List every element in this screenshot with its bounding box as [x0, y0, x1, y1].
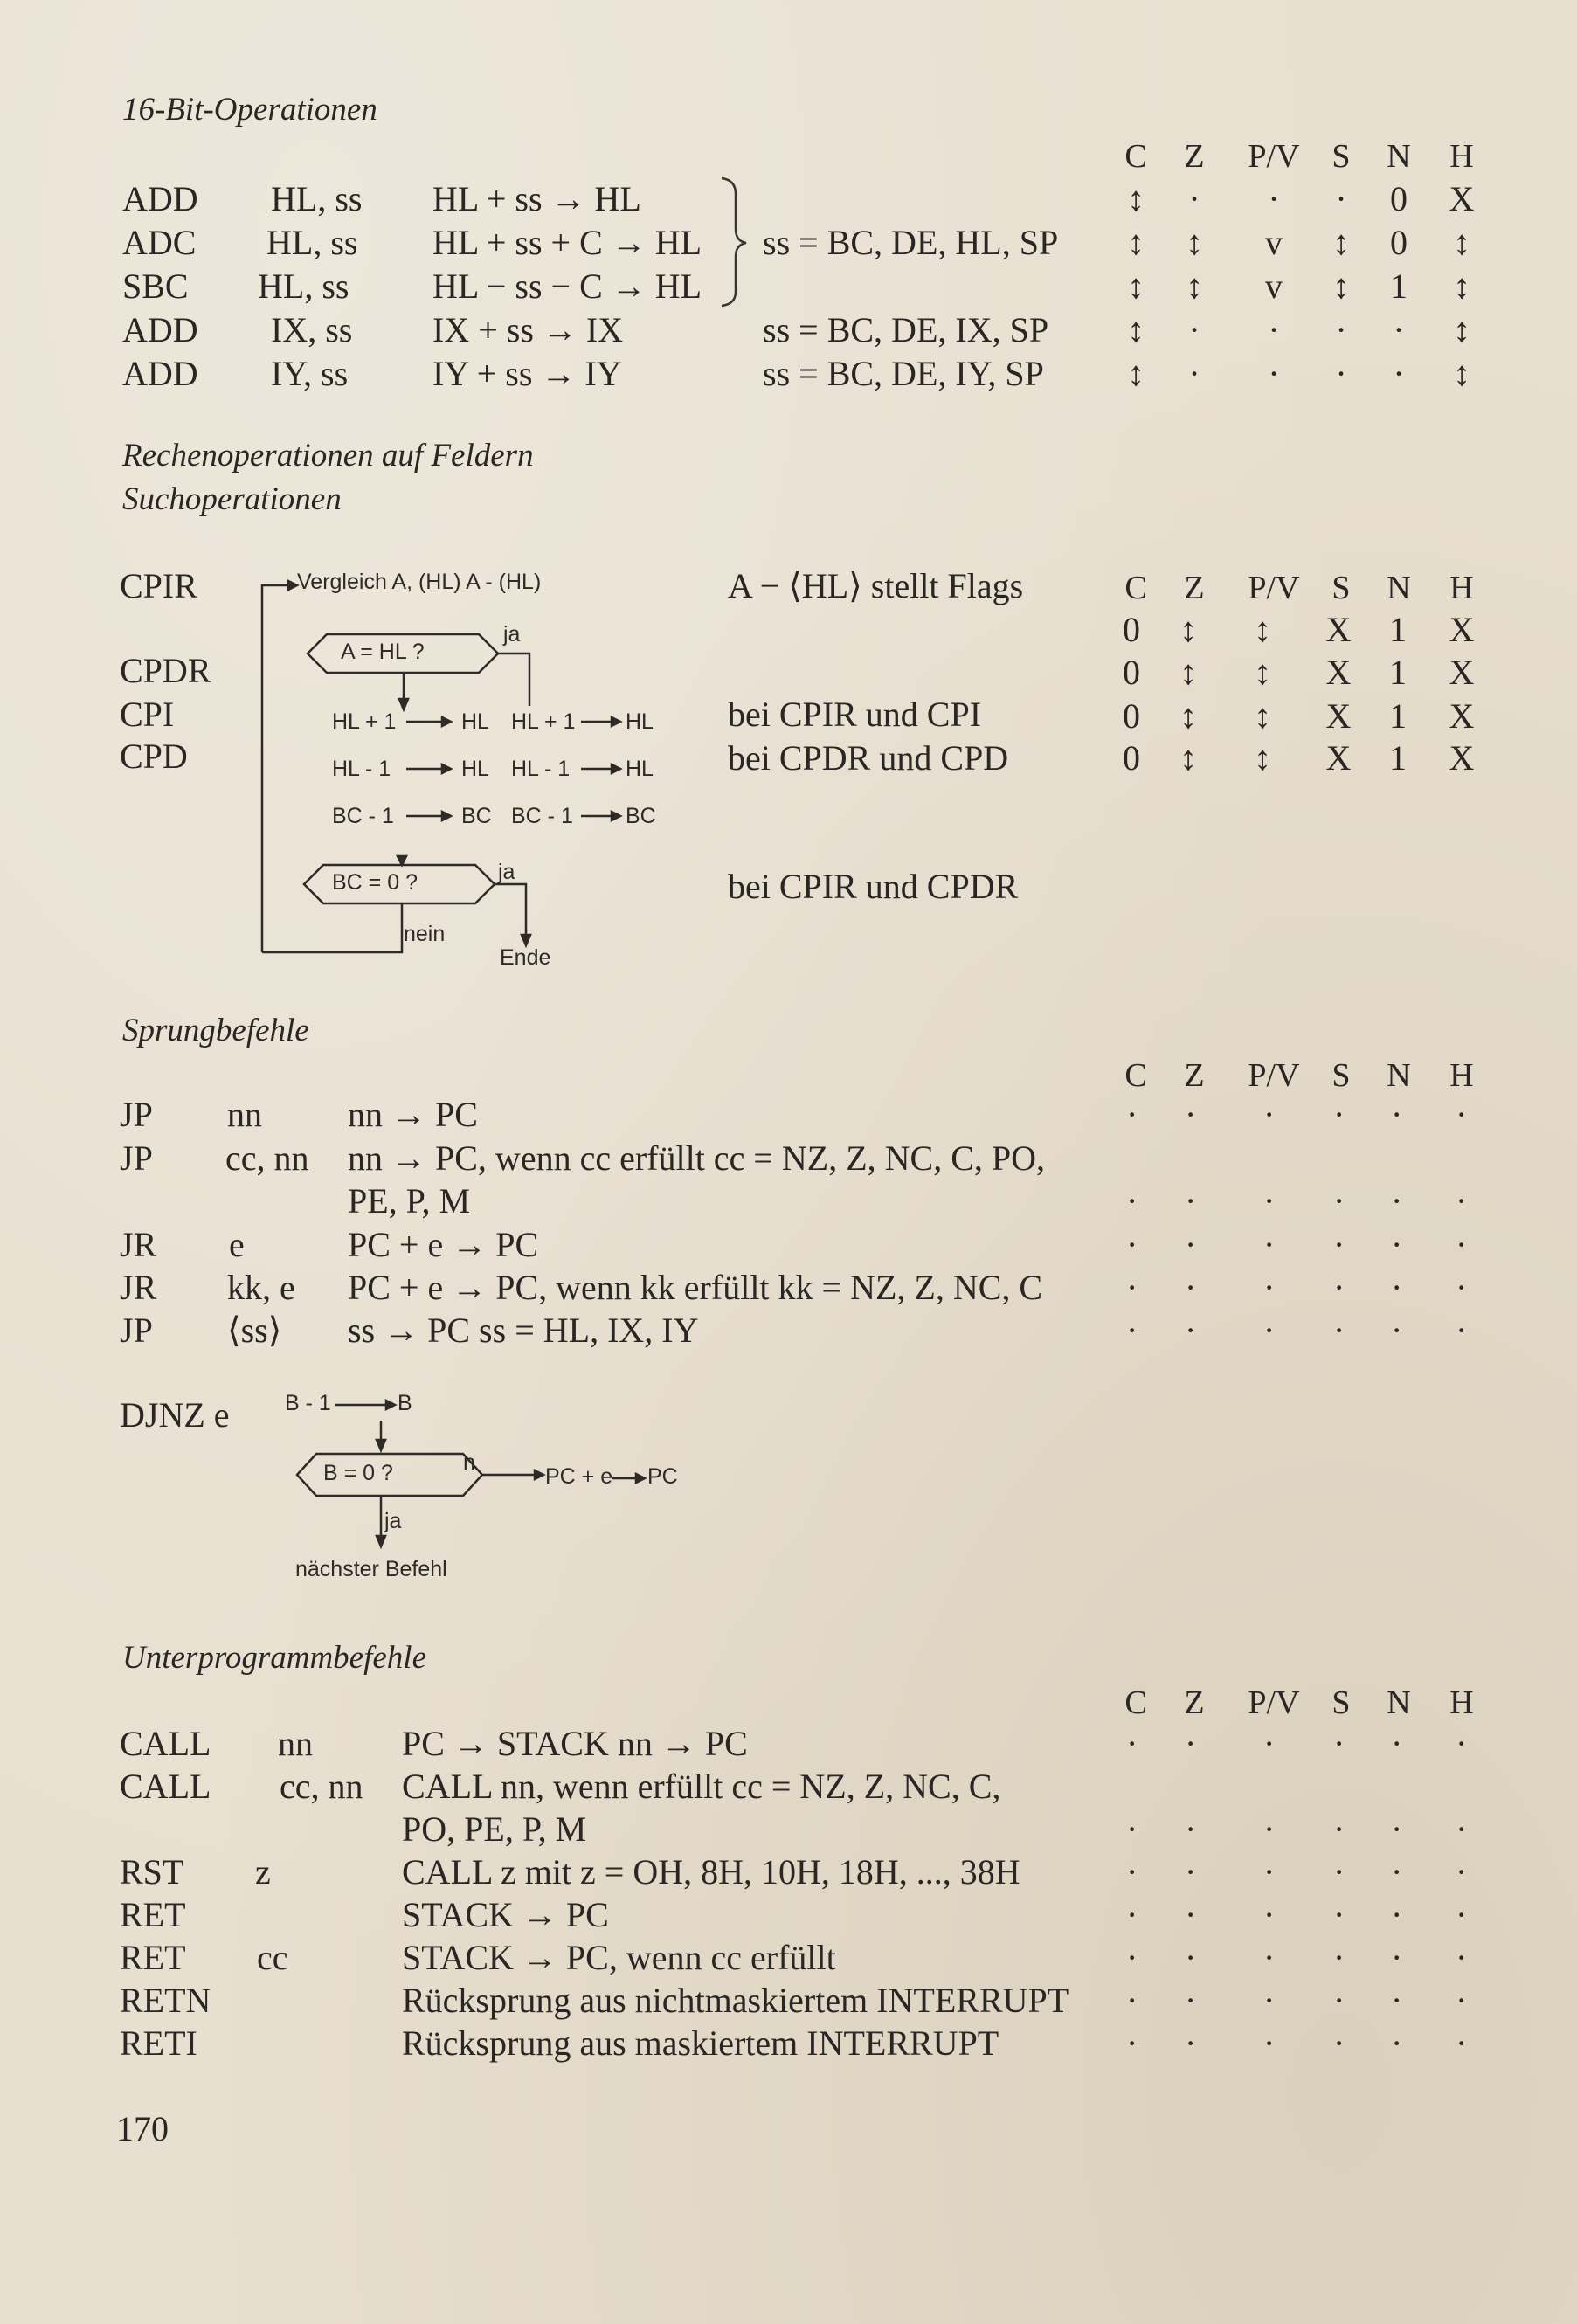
flag-dot: · — [1263, 1268, 1276, 1307]
flag-header-s: S — [1331, 570, 1351, 606]
flag-dot: · — [1391, 1311, 1403, 1350]
flag-dot: · — [1333, 1181, 1345, 1221]
flag-header-c: C — [1124, 1057, 1147, 1094]
note-cpir-cpdr: bei CPIR und CPDR — [728, 867, 1019, 906]
flag-z: ↕ — [1186, 266, 1203, 306]
description: CALL nn, wenn erfüllt cc = NZ, Z, NC, C, — [402, 1767, 1001, 1806]
flag-n: 1 — [1389, 653, 1407, 692]
djnz-question: B = 0 ? — [323, 1461, 393, 1485]
flag-header-h: H — [1449, 138, 1474, 175]
flow-arrowhead — [399, 699, 408, 709]
flag-dot: · — [1391, 1938, 1403, 1977]
flag-header-s: S — [1331, 1684, 1351, 1721]
flag-dot: · — [1126, 1225, 1138, 1264]
flag-dot: · — [1263, 1181, 1276, 1221]
flag-header-h: H — [1449, 570, 1474, 606]
flag-dot: · — [1456, 1181, 1468, 1221]
description: HL − ss − C → HL — [432, 266, 702, 306]
operand: nn — [278, 1724, 313, 1763]
flag-s: · — [1335, 354, 1347, 393]
flag-dot: · — [1126, 1895, 1138, 1934]
flag-h: X — [1449, 738, 1475, 778]
flag-header-c: C — [1124, 1684, 1147, 1721]
flag-header-z: Z — [1184, 570, 1205, 606]
flag-c: ↕ — [1127, 179, 1145, 218]
flag-z: ↕ — [1179, 610, 1197, 649]
flag-dot: · — [1456, 1311, 1468, 1350]
note-flags: A − ⟨HL⟩ stellt Flags — [728, 566, 1024, 605]
description: IX + ss → IX — [432, 310, 624, 349]
flag-dot: · — [1185, 1938, 1197, 1977]
description: PC → STACK nn → PC — [402, 1724, 748, 1763]
flag-pv: · — [1268, 354, 1280, 393]
flag-z: ↕ — [1179, 653, 1197, 692]
flag-pv: ↕ — [1254, 738, 1271, 778]
flag-c: 0 — [1123, 610, 1140, 649]
flag-pv: · — [1268, 179, 1280, 218]
flag-n: 0 — [1390, 179, 1408, 218]
flow-hl-right-target: HL — [626, 757, 654, 781]
operand: nn — [227, 1095, 262, 1134]
flow-hl-inc-right: HL + 1 — [511, 709, 576, 734]
flow-hl-right-target: HL — [626, 709, 654, 734]
flag-dot: · — [1263, 1895, 1276, 1934]
description: HL + ss + C → HL — [432, 223, 702, 262]
flag-dot: · — [1263, 1724, 1276, 1763]
mnemonic: RET — [120, 1938, 186, 1977]
flag-dot: · — [1126, 1095, 1138, 1134]
flag-dot: · — [1185, 1268, 1197, 1307]
description: PC + e → PC — [348, 1225, 539, 1264]
flag-c: 0 — [1123, 696, 1140, 736]
flag-dot: · — [1333, 1852, 1345, 1892]
flow-question-1: A = HL ? — [341, 640, 425, 664]
flow-arrowhead — [288, 581, 297, 590]
flag-s: X — [1325, 696, 1352, 736]
flag-h: ↕ — [1453, 223, 1470, 262]
flow-ja-1: ja — [503, 622, 521, 647]
mnemonic: JP — [120, 1095, 153, 1134]
flag-z: ↕ — [1179, 738, 1197, 778]
flag-dot: · — [1391, 2023, 1403, 2063]
flag-header-n: N — [1387, 1684, 1411, 1721]
ss-note-iy: ss = BC, DE, IY, SP — [763, 354, 1044, 393]
flag-c: ↕ — [1127, 223, 1145, 262]
flag-dot: · — [1185, 1095, 1197, 1134]
flag-dot: · — [1391, 1981, 1403, 2020]
flag-dot: · — [1456, 1981, 1468, 2020]
flag-dot: · — [1391, 1809, 1403, 1849]
flag-dot: · — [1456, 1268, 1468, 1307]
flag-dot: · — [1263, 1311, 1276, 1350]
djnz-n: n — [463, 1450, 475, 1475]
flag-dot: · — [1456, 1852, 1468, 1892]
flag-header-c: C — [1124, 570, 1147, 606]
flag-pv: v — [1265, 223, 1283, 262]
flag-n: · — [1393, 310, 1405, 349]
mnemonic: JR — [120, 1225, 157, 1264]
flag-dot: · — [1333, 1095, 1345, 1134]
description: HL + ss → HL — [432, 179, 641, 218]
flow-hl-left-target: HL — [461, 757, 489, 781]
ss-note-group: ss = BC, DE, HL, SP — [763, 223, 1059, 262]
flow-decision-2 — [304, 865, 495, 903]
description: Rücksprung aus maskiertem INTERRUPT — [402, 2023, 999, 2063]
mnemonic: SBC — [122, 266, 189, 306]
description: PO, PE, P, M — [402, 1809, 587, 1849]
flag-n: 1 — [1390, 266, 1408, 306]
flag-dot: · — [1126, 1852, 1138, 1892]
flag-dot: · — [1391, 1181, 1403, 1221]
flag-dot: · — [1185, 1181, 1197, 1221]
operand: IY, ss — [271, 354, 349, 393]
flag-dot: · — [1333, 2023, 1345, 2063]
flag-h: X — [1449, 179, 1475, 218]
mnemonic: ADC — [122, 223, 197, 262]
flag-dot: · — [1333, 1895, 1345, 1934]
flow-hl-dec-left: HL - 1 — [332, 757, 391, 781]
flow-ende: Ende — [500, 945, 551, 970]
flag-dot: · — [1126, 1981, 1138, 2020]
flag-s: ↕ — [1332, 266, 1350, 306]
section-heading-16bit: 16-Bit-Operationen — [122, 92, 377, 128]
flag-h: ↕ — [1453, 310, 1470, 349]
section-heading-jumps: Sprungbefehle — [122, 1013, 309, 1048]
flag-s: X — [1325, 738, 1352, 778]
description: Rücksprung aus nichtmaskiertem INTERRUPT — [402, 1981, 1069, 2020]
flag-dot: · — [1185, 1724, 1197, 1763]
flag-dot: · — [1126, 1938, 1138, 1977]
operand: HL, ss — [258, 266, 349, 306]
flag-z: · — [1188, 310, 1200, 349]
operand: ⟨ss⟩ — [227, 1311, 282, 1350]
flag-dot: · — [1185, 1809, 1197, 1849]
mnemonic: ADD — [122, 310, 198, 349]
flag-header-h: H — [1449, 1057, 1474, 1094]
flag-s: · — [1335, 179, 1347, 218]
note-cpdr-cpd: bei CPDR und CPD — [728, 738, 1009, 778]
flag-dot: · — [1456, 1809, 1468, 1849]
flow-bc-left-target: BC — [461, 804, 492, 828]
flag-dot: · — [1126, 1311, 1138, 1350]
flag-dot: · — [1333, 1938, 1345, 1977]
operand: cc, nn — [225, 1138, 309, 1178]
flag-header-s: S — [1331, 1057, 1351, 1094]
flag-pv: ↕ — [1254, 653, 1271, 692]
flag-dot: · — [1456, 1225, 1468, 1264]
flag-dot: · — [1185, 1895, 1197, 1934]
flag-dot: · — [1185, 2023, 1197, 2063]
flag-dot: · — [1263, 1981, 1276, 2020]
operand: IX, ss — [271, 310, 353, 349]
description: STACK → PC, wenn cc erfüllt — [402, 1938, 836, 1977]
flag-dot: · — [1263, 1809, 1276, 1849]
flag-dot: · — [1333, 1724, 1345, 1763]
flag-dot: · — [1391, 1225, 1403, 1264]
flag-header-h: H — [1449, 1684, 1474, 1721]
flag-c: ↕ — [1127, 354, 1145, 393]
mnemonic: RET — [120, 1895, 186, 1934]
flag-n: 1 — [1389, 738, 1407, 778]
mnemonic: JP — [120, 1311, 153, 1350]
flow-hl-inc-left: HL + 1 — [332, 709, 397, 734]
mnemonic: CALL — [120, 1724, 211, 1763]
flag-header-pv: P/V — [1248, 138, 1300, 175]
djnz-ja: ja — [384, 1509, 402, 1533]
flag-header-z: Z — [1184, 1684, 1205, 1721]
flag-header-pv: P/V — [1248, 1684, 1300, 1721]
djnz-pc-e: PC + e — [545, 1464, 613, 1489]
flag-header-z: Z — [1184, 138, 1205, 175]
flag-h: ↕ — [1453, 266, 1470, 306]
description: nn → PC, wenn cc erfüllt cc = NZ, Z, NC, C, PO, — [348, 1138, 1046, 1178]
flag-dot: · — [1263, 1095, 1276, 1134]
flag-dot: · — [1263, 1852, 1276, 1892]
flag-dot: · — [1391, 1095, 1403, 1134]
flag-z: ↕ — [1179, 696, 1197, 736]
flow-question-2: BC = 0 ? — [332, 870, 418, 895]
flag-h: X — [1449, 696, 1475, 736]
mnemonic: ADD — [122, 354, 198, 393]
flow-bc-right-target: BC — [626, 804, 656, 828]
flag-dot: · — [1126, 1809, 1138, 1849]
operand: e — [229, 1225, 245, 1264]
flag-pv: · — [1268, 310, 1280, 349]
ss-note-ix: ss = BC, DE, IX, SP — [763, 310, 1049, 349]
flow-decision-1 — [308, 634, 498, 673]
flag-pv: ↕ — [1254, 696, 1271, 736]
section-heading-subroutines: Unterprogrammbefehle — [122, 1640, 427, 1676]
flag-h: X — [1449, 610, 1475, 649]
brace — [722, 178, 746, 306]
flow-nein-line — [262, 903, 402, 952]
mnemonic-cpd: CPD — [120, 737, 188, 776]
flag-dot: · — [1391, 1895, 1403, 1934]
description: STACK → PC — [402, 1895, 609, 1934]
flag-header-n: N — [1387, 138, 1411, 175]
mnemonic: CALL — [120, 1767, 211, 1806]
flag-c: 0 — [1123, 653, 1140, 692]
flag-pv: v — [1265, 266, 1283, 306]
section-heading-fields: Rechenoperationen auf Feldern — [122, 438, 534, 474]
operand: HL, ss — [271, 179, 363, 218]
flag-c: 0 — [1123, 738, 1140, 778]
mnemonic: RETN — [120, 1981, 211, 2020]
flag-dot: · — [1391, 1724, 1403, 1763]
flag-header-z: Z — [1184, 1057, 1205, 1094]
flag-n: 1 — [1389, 696, 1407, 736]
operand: HL, ss — [266, 223, 358, 262]
flag-n: 0 — [1390, 223, 1408, 262]
flag-dot: · — [1333, 1311, 1345, 1350]
mnemonic-cpir: CPIR — [120, 566, 197, 605]
flag-c: ↕ — [1127, 266, 1145, 306]
flag-header-pv: P/V — [1248, 1057, 1300, 1094]
operand: kk, e — [227, 1268, 295, 1307]
flow-hl-dec-right: HL - 1 — [511, 757, 571, 781]
flag-s: · — [1335, 310, 1347, 349]
flag-dot: · — [1263, 1938, 1276, 1977]
description: IY + ss → IY — [432, 354, 622, 393]
flag-dot: · — [1185, 1225, 1197, 1264]
flag-dot: · — [1185, 1981, 1197, 2020]
flag-header-pv: P/V — [1248, 570, 1300, 606]
mnemonic: RETI — [120, 2023, 197, 2063]
flag-h: ↕ — [1453, 354, 1470, 393]
flag-s: ↕ — [1332, 223, 1350, 262]
flag-header-n: N — [1387, 570, 1411, 606]
flag-dot: · — [1456, 1724, 1468, 1763]
flag-n: · — [1393, 354, 1405, 393]
flag-dot: · — [1126, 1268, 1138, 1307]
flag-dot: · — [1126, 2023, 1138, 2063]
flag-dot: · — [1333, 1225, 1345, 1264]
flow-loop-line — [262, 585, 294, 952]
flag-z: · — [1188, 354, 1200, 393]
operand: cc, nn — [280, 1767, 363, 1806]
mnemonic: ADD — [122, 179, 198, 218]
flow-compare-label: Vergleich A, (HL) A - (HL) — [297, 570, 542, 594]
flag-dot: · — [1263, 2023, 1276, 2063]
flag-c: ↕ — [1127, 310, 1145, 349]
section-heading-search: Suchoperationen — [122, 481, 342, 517]
djnz-b-dec: B - 1 — [285, 1391, 331, 1415]
operand: cc — [257, 1938, 288, 1977]
djnz-next: nächster Befehl — [295, 1557, 447, 1581]
flag-dot: · — [1185, 1311, 1197, 1350]
mnemonic-cpdr: CPDR — [120, 651, 211, 690]
flag-dot: · — [1126, 1181, 1138, 1221]
flag-dot: · — [1333, 1809, 1345, 1849]
djnz-decision — [297, 1454, 482, 1496]
flag-header-s: S — [1331, 138, 1351, 175]
note-cpir-cpi: bei CPIR und CPI — [728, 695, 982, 734]
djnz-label: DJNZ e — [120, 1395, 230, 1435]
flag-n: 1 — [1389, 610, 1407, 649]
djnz-b-target: B — [398, 1391, 412, 1415]
description: ss → PC ss = HL, IX, IY — [348, 1311, 699, 1350]
flag-dot: · — [1333, 1981, 1345, 2020]
flow-bc-dec-left: BC - 1 — [332, 804, 394, 828]
flow-nein: nein — [404, 922, 446, 946]
flag-dot: · — [1456, 1895, 1468, 1934]
flag-dot: · — [1333, 1268, 1345, 1307]
flag-dot: · — [1456, 1938, 1468, 1977]
flag-dot: · — [1391, 1852, 1403, 1892]
mnemonic: RST — [120, 1852, 184, 1892]
flag-header-n: N — [1387, 1057, 1411, 1094]
flag-h: X — [1449, 653, 1475, 692]
flag-dot: · — [1263, 1225, 1276, 1264]
flag-dot: · — [1456, 2023, 1468, 2063]
description: nn → PC — [348, 1095, 478, 1134]
flow-ja-line-1 — [498, 654, 529, 706]
flow-bc-dec-right: BC - 1 — [511, 804, 573, 828]
flag-z: · — [1188, 179, 1200, 218]
flow-hl-left-target: HL — [461, 709, 489, 734]
flag-header-c: C — [1124, 138, 1147, 175]
operand: z — [255, 1852, 271, 1892]
page-number: 170 — [116, 2109, 169, 2148]
mnemonic: JP — [120, 1138, 153, 1178]
description: CALL z mit z = OH, 8H, 10H, 18H, ..., 38H — [402, 1852, 1020, 1892]
flag-dot: · — [1126, 1724, 1138, 1763]
flag-dot: · — [1185, 1852, 1197, 1892]
flag-pv: ↕ — [1254, 610, 1271, 649]
mnemonic: JR — [120, 1268, 157, 1307]
flag-s: X — [1325, 610, 1352, 649]
djnz-pc: PC — [647, 1464, 678, 1489]
flow-ja-2: ja — [498, 860, 515, 884]
description: PC + e → PC, wenn kk erfüllt kk = NZ, Z, NC, C — [348, 1268, 1043, 1307]
flag-z: ↕ — [1186, 223, 1203, 262]
mnemonic-cpi: CPI — [120, 695, 175, 734]
description: PE, P, M — [348, 1181, 471, 1221]
flag-dot: · — [1456, 1095, 1468, 1134]
flag-s: X — [1325, 653, 1352, 692]
flag-dot: · — [1391, 1268, 1403, 1307]
